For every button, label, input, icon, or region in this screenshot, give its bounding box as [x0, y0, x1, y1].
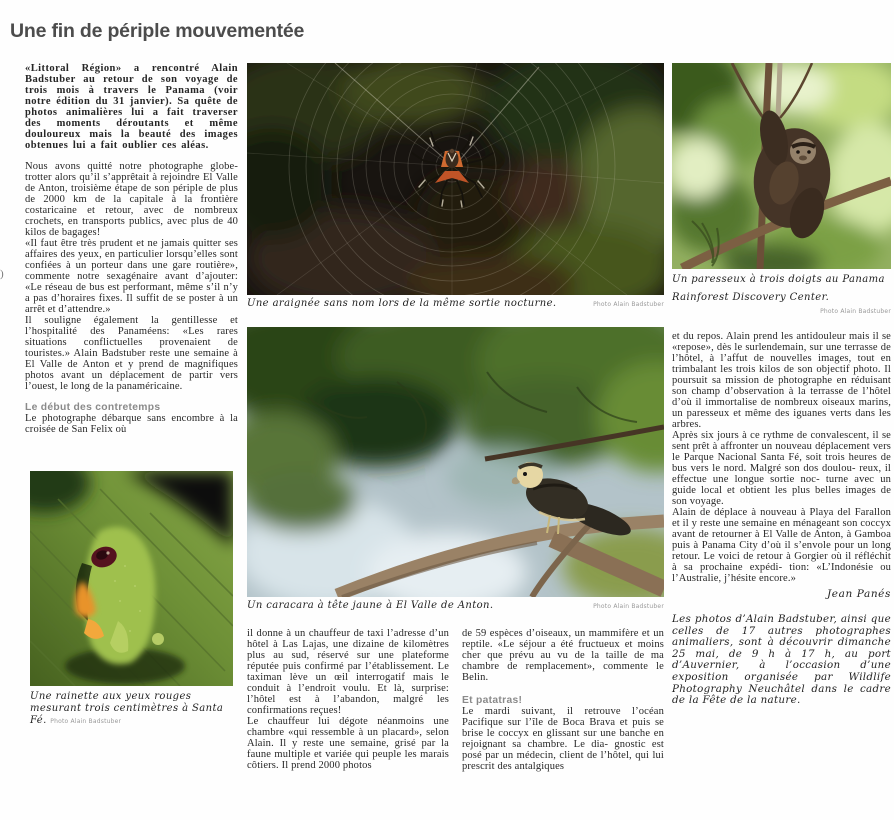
subhead-patatras: Et patatras!	[462, 695, 523, 707]
spider-photo-credit: Photo Alain Badstuber	[593, 301, 664, 308]
bottom-column-left	[247, 628, 449, 772]
paragraph: Le chauffeur lui dégote néanmoins une chambre «qui ressemble à un placard», selon Alain. Il y reste une semaine, grisé par la faune multiple et variée qui peuple les marais côtiers. Il prend 2000 photos	[247, 716, 449, 772]
frog-caption-text: Une rainette aux yeux rouges mesurant trois centimètres à Santa Fé.	[30, 691, 224, 727]
caracara-caption: Un caracara à tête jaune à El Valle de Anton.	[247, 600, 494, 612]
paragraph: Après six jours à ce rythme de convalescent, il se sent prêt à affronter un nouveau déplacement vers le Parque Nacional Santa Fé, soit trois heures de bus vers le nord. Malgré son dos doulou- reux, il effectue une longue sortie noc- turne avec un guide local et obtient les plus belles images de son voyage.	[672, 430, 891, 507]
byline: Jean Panés	[826, 588, 891, 600]
sloth-photo	[672, 63, 891, 269]
frog-photo-figure	[30, 471, 233, 729]
sloth-photo-credit: Photo Alain Badstuber	[820, 308, 891, 315]
bottom-column-right	[462, 628, 664, 772]
paragraph: Le mardi suivant, il retrouve l’océan Pacifique sur l’île de Boca Brava et puis se brise le coccyx en glissant sur une banche en rejoignant sa chambre. Le dia- gnostic est posé par un médecin, client de l’hôtel, qui lui prescrit des antalgiques	[462, 706, 664, 773]
spider-caption: Une araignée sans nom lors de la même sortie nocturne.	[247, 298, 557, 309]
column-left	[25, 63, 238, 729]
column-middle	[247, 63, 664, 772]
exhibition-footnote: Les photos d’Alain Badstuber, ainsi que celles de 17 autres photographes animaliers, sont à découvrir dimanche 25 mai, de 9 h à 17 h, au port d’Auvernier, à l’occasion d’une exposition organisée par Wildlife Photography Neuchâtel dans le cadre de la Fête de la nature.	[672, 613, 891, 707]
lead-paragraph: «Littoral Région» a rencontré Alain Badstuber au retour de son voyage de trois mois à travers le Panama (voir notre édition du 31 janvier). Sa quête de photos animalières lui a fait traverser des moments déroutants et même douloureux mais la beauté des images obtenues lui a fait oublier ces aléas.	[25, 63, 238, 151]
margin-mark: )	[0, 268, 4, 280]
frog-caption	[30, 691, 233, 729]
paragraph: Nous avons quitté notre photographe globe-trotter alors qu’il s’apprêtait à rejoindre El Valle de Anton, troisième étape de son périple de plus de 2000 km de la capitale à la frontière costaricaine et retour, avec de nombreux crochets, en transports publics, avec plus de 40 kilos de bagages!	[25, 161, 238, 238]
caracara-photo	[247, 327, 664, 597]
paragraph: de 59 espèces d’oiseaux, un mammifère et un reptile. «Le séjour a été fructueux et moins cher que prévu au vu de la taille de ma chambre de remplacement», commente le Belin.	[462, 628, 664, 684]
spider-photo-figure	[247, 63, 664, 310]
column-right	[672, 63, 891, 717]
spider-photo	[247, 63, 664, 295]
paragraph: Alain de déplace à nouveau à Playa del Farallon et il y reste une semaine en ménageant son coccyx avant de retourner à El Valle de Anton, à Gamboa puis à Panama City d’où il s’envole pour un long retour. Le voici de retour à Gorgier où il réfléchit à sa prochaine expédi- tion: «L’Indonésie ou l’Australie, j’hésite encore.»	[672, 507, 891, 584]
page-title: Une fin de périple mouvementée	[10, 20, 305, 42]
frog-photo	[30, 471, 233, 686]
subhead-contretemps: Le début des contretemps	[25, 402, 161, 413]
paragraph: «Il faut être très prudent et ne jamais quitter ses affaires des yeux, en particulier lorsqu’elles sont confiées à un porteur dans une gare routière», commente notre sexagénaire avant d’ajouter: «Le réseau de bus est performant, même s’il n’y a pas d’horaires fixes. Il suffit de se poster à un arrêt et d’attendre.»	[25, 238, 238, 315]
bottom-text-columns	[247, 628, 664, 772]
sloth-caption: Un paresseux à trois doigts au Panama Rainforest Discovery Center.	[672, 274, 885, 303]
caracara-photo-credit: Photo Alain Badstuber	[593, 603, 664, 611]
paragraph: Le photographe débarque sans encombre à la croisée de San Felix où	[25, 413, 238, 435]
frog-photo-credit: Photo Alain Badstuber	[50, 718, 122, 726]
paragraph: il donne à un chauffeur de taxi l’adresse d’un hôtel à Las Lajas, une dizaine de kilomètres plus au sud, réservé sur une plateforme réputée puis confirmé par l’établissement. Le taximan lève un œil interrogatif mais le conduit à l’endroit voulu. Et là, surprise: l’hôtel est à l’abandon, malgré les confirmations reçues!	[247, 628, 449, 717]
paragraph: Il souligne également la gentillesse et l’hospitalité des Panaméens: «Les rares situations conflictuelles provenaient de touristes.» Alain Badstuber reste une semaine à El Valle de Anton et y prend de magnifiques photos avant un déplacement de partir vers l’ouest, le long de la panaméricaine.	[25, 315, 238, 392]
caracara-photo-figure	[247, 327, 664, 612]
right-column-text	[672, 331, 891, 707]
sloth-photo-figure	[672, 63, 891, 315]
paragraph: et du repos. Alain prend les antidouleur mais il se «repose», dès le surlendemain, sur une terrasse de l’hôtel, à l’affut de nouvelles images, tout en trimbalant les trois kilos de son objectif photo. Il poursuit sa mission de photographe en réduisant son champ d’observation à la terrasse de l’hôtel d’où il immortalise de nombreux oiseaux marins, un paresseux et même des iguanes verts dans les arbres.	[672, 331, 891, 430]
